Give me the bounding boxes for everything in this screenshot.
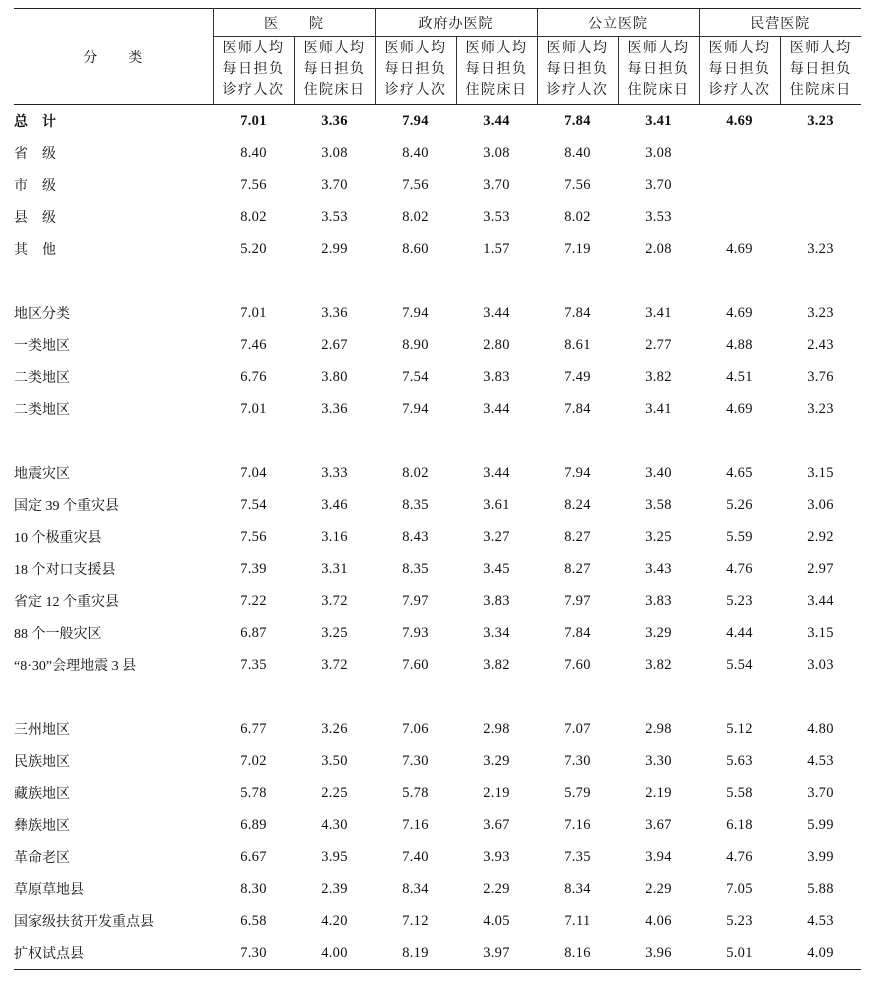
- row-label: 二类地区: [14, 371, 70, 386]
- column-header-line: 住院床日: [465, 83, 528, 98]
- cell-value: 3.80: [321, 368, 348, 385]
- cell-value: 3.50: [321, 752, 348, 769]
- row-label: 省 级: [14, 147, 56, 162]
- cell-value: [780, 137, 861, 169]
- cell-value: 7.40: [402, 848, 429, 865]
- column-header-line: 每日担负: [627, 62, 690, 77]
- cell-value: 2.98: [645, 720, 672, 737]
- cell-value: 2.77: [645, 336, 672, 353]
- cell-value: 7.94: [402, 400, 429, 417]
- cell-value: 7.01: [240, 400, 267, 417]
- cell-value: 7.16: [402, 816, 429, 833]
- cell-value: 2.08: [645, 240, 672, 257]
- cell-value: 7.06: [402, 720, 429, 737]
- column-header-line: 医师人均: [465, 41, 528, 56]
- row-label: “8·30”会理地震 3 县: [14, 659, 137, 674]
- table-header: [14, 9, 861, 105]
- cell-value: 5.23: [726, 912, 753, 929]
- cell-value: 3.53: [483, 208, 510, 225]
- column-header-line: 住院床日: [303, 83, 366, 98]
- row-label: 彝族地区: [14, 819, 70, 834]
- table-row: [14, 553, 861, 585]
- cell-value: 3.99: [807, 848, 834, 865]
- table-row: [14, 329, 861, 361]
- column-header-line: 医师人均: [303, 41, 366, 56]
- cell-value: 8.24: [564, 496, 591, 513]
- cell-value: 3.08: [321, 144, 348, 161]
- cell-value: 7.84: [564, 624, 591, 641]
- cell-value: 7.12: [402, 912, 429, 929]
- column-header-line: 住院床日: [789, 83, 852, 98]
- cell-value: 8.61: [564, 336, 591, 353]
- cell-value: 2.80: [483, 336, 510, 353]
- cell-value: 7.05: [726, 880, 753, 897]
- row-label: 地区分类: [14, 307, 70, 322]
- cell-value: 3.44: [483, 400, 510, 417]
- cell-value: 2.29: [645, 880, 672, 897]
- cell-value: 3.70: [807, 784, 834, 801]
- cell-value: 3.83: [645, 592, 672, 609]
- cell-value: 3.67: [483, 816, 510, 833]
- cell-value: 3.36: [321, 400, 348, 417]
- cell-value: 3.36: [321, 304, 348, 321]
- cell-value: 5.12: [726, 720, 753, 737]
- cell-value: 3.26: [321, 720, 348, 737]
- cell-value: 3.29: [645, 624, 672, 641]
- cell-value: 3.23: [807, 304, 834, 321]
- cell-value: 3.94: [645, 848, 672, 865]
- row-label: 省定 12 个重灾县: [14, 595, 119, 610]
- table-row: [14, 489, 861, 521]
- cell-value: 4.53: [807, 912, 834, 929]
- table-row: [14, 713, 861, 745]
- cell-value: 2.92: [807, 528, 834, 545]
- cell-value: 5.78: [240, 784, 267, 801]
- cell-value: 7.84: [564, 112, 591, 129]
- cell-value: 3.96: [618, 937, 699, 970]
- cell-value: 3.43: [645, 560, 672, 577]
- column-header-line: 医师人均: [222, 41, 285, 56]
- cell-value: 5.01: [699, 937, 780, 970]
- table-row: [14, 393, 861, 425]
- cell-value: 3.41: [645, 304, 672, 321]
- cell-value: 4.05: [483, 912, 510, 929]
- table-row: [14, 841, 861, 873]
- cell-value: 8.27: [564, 528, 591, 545]
- cell-value: 6.76: [240, 368, 267, 385]
- column-header-line: 每日担负: [303, 62, 366, 77]
- row-label: 国定 39 个重灾县: [14, 499, 119, 514]
- cell-value: 6.87: [240, 624, 267, 641]
- cell-value: 8.27: [564, 560, 591, 577]
- cell-value: 3.25: [645, 528, 672, 545]
- cell-value: 7.30: [213, 937, 294, 970]
- cell-value: 3.53: [321, 208, 348, 225]
- category-header: 分 类: [14, 9, 213, 105]
- cell-value: 7.97: [402, 592, 429, 609]
- table-row: [14, 617, 861, 649]
- cell-value: 3.95: [321, 848, 348, 865]
- column-header: [456, 37, 537, 105]
- cell-value: 3.58: [645, 496, 672, 513]
- cell-value: 2.19: [483, 784, 510, 801]
- cell-value: 8.40: [564, 144, 591, 161]
- statistics-table: [14, 8, 861, 970]
- cell-value: 2.97: [807, 560, 834, 577]
- cell-value: [780, 169, 861, 201]
- cell-value: 4.76: [726, 848, 753, 865]
- table-row: [14, 809, 861, 841]
- spacer-cell: [14, 265, 861, 297]
- cell-value: 8.34: [564, 880, 591, 897]
- cell-value: 8.90: [402, 336, 429, 353]
- table-row: [14, 937, 861, 970]
- cell-value: 3.44: [483, 112, 510, 129]
- cell-value: 5.63: [726, 752, 753, 769]
- cell-value: 3.44: [483, 304, 510, 321]
- column-header-line: 诊疗人次: [222, 83, 285, 98]
- table-row: [14, 137, 861, 169]
- spacer-cell: [14, 681, 861, 713]
- cell-value: 3.15: [807, 464, 834, 481]
- cell-value: 7.56: [240, 528, 267, 545]
- table-body: [14, 105, 861, 970]
- cell-value: 5.78: [402, 784, 429, 801]
- table-row: [14, 873, 861, 905]
- cell-value: 3.45: [483, 560, 510, 577]
- row-label: 藏族地区: [14, 787, 70, 802]
- cell-value: 7.16: [564, 816, 591, 833]
- cell-value: 7.35: [240, 656, 267, 673]
- cell-value: 5.79: [564, 784, 591, 801]
- table-row: [14, 361, 861, 393]
- cell-value: 8.43: [402, 528, 429, 545]
- cell-value: [780, 201, 861, 233]
- row-label: 总 计: [14, 115, 56, 130]
- column-header-line: 医师人均: [789, 41, 852, 56]
- row-label: 88 个一般灾区: [14, 627, 102, 642]
- cell-value: 6.58: [240, 912, 267, 929]
- column-header-line: 每日担负: [465, 62, 528, 77]
- cell-value: 7.01: [240, 112, 267, 129]
- column-header: [213, 37, 294, 105]
- group-header-private-hospital: 民营医院: [699, 9, 861, 37]
- cell-value: 7.04: [240, 464, 267, 481]
- table-row: [14, 777, 861, 809]
- column-header: [699, 37, 780, 105]
- table-row: [14, 745, 861, 777]
- cell-value: 2.25: [321, 784, 348, 801]
- cell-value: 7.56: [564, 176, 591, 193]
- cell-value: 4.88: [726, 336, 753, 353]
- cell-value: 7.35: [564, 848, 591, 865]
- table-row: [14, 169, 861, 201]
- cell-value: 4.30: [321, 816, 348, 833]
- cell-value: 8.40: [402, 144, 429, 161]
- row-label: 地震灾区: [14, 467, 70, 482]
- table-row: [14, 297, 861, 329]
- cell-value: 4.69: [726, 400, 753, 417]
- cell-value: 3.06: [807, 496, 834, 513]
- cell-value: 7.56: [402, 176, 429, 193]
- group-header-public-hospital: 公立医院: [537, 9, 699, 37]
- spacer-cell: [14, 425, 861, 457]
- cell-value: 3.41: [645, 112, 672, 129]
- row-label: 民族地区: [14, 755, 70, 770]
- cell-value: 3.70: [321, 176, 348, 193]
- cell-value: 5.58: [726, 784, 753, 801]
- cell-value: 3.44: [483, 464, 510, 481]
- cell-value: 7.22: [240, 592, 267, 609]
- cell-value: 8.02: [402, 464, 429, 481]
- column-header-line: 每日担负: [789, 62, 852, 77]
- cell-value: 7.30: [564, 752, 591, 769]
- cell-value: 3.72: [321, 656, 348, 673]
- cell-value: 8.19: [375, 937, 456, 970]
- cell-value: 7.56: [240, 176, 267, 193]
- cell-value: 3.25: [321, 624, 348, 641]
- cell-value: 3.36: [321, 112, 348, 129]
- column-header-line: 每日担负: [708, 62, 771, 77]
- column-header: [780, 37, 861, 105]
- cell-value: 3.67: [645, 816, 672, 833]
- table-row: [14, 105, 861, 138]
- cell-value: 3.72: [321, 592, 348, 609]
- column-header-line: 住院床日: [627, 83, 690, 98]
- column-header: [537, 37, 618, 105]
- cell-value: 2.98: [483, 720, 510, 737]
- cell-value: 3.83: [483, 368, 510, 385]
- column-header-line: 医师人均: [546, 41, 609, 56]
- cell-value: 8.40: [240, 144, 267, 161]
- cell-value: 6.18: [726, 816, 753, 833]
- cell-value: [699, 169, 780, 201]
- cell-value: 3.76: [807, 368, 834, 385]
- cell-value: 2.43: [807, 336, 834, 353]
- cell-value: 2.19: [645, 784, 672, 801]
- cell-value: 7.84: [564, 304, 591, 321]
- cell-value: 5.26: [726, 496, 753, 513]
- spacer-row: [14, 681, 861, 713]
- cell-value: 7.94: [564, 464, 591, 481]
- cell-value: 4.65: [726, 464, 753, 481]
- cell-value: 7.97: [564, 592, 591, 609]
- cell-value: 7.94: [402, 112, 429, 129]
- cell-value: 8.34: [402, 880, 429, 897]
- cell-value: 4.00: [294, 937, 375, 970]
- cell-value: 4.51: [726, 368, 753, 385]
- column-header: [618, 37, 699, 105]
- cell-value: 4.06: [645, 912, 672, 929]
- row-label: 县 级: [14, 211, 56, 226]
- row-label: 一类地区: [14, 339, 70, 354]
- cell-value: 7.30: [402, 752, 429, 769]
- cell-value: 1.57: [483, 240, 510, 257]
- cell-value: 3.46: [321, 496, 348, 513]
- cell-value: 2.67: [321, 336, 348, 353]
- row-label: 18 个对口支援县: [14, 563, 116, 578]
- cell-value: 3.30: [645, 752, 672, 769]
- cell-value: 7.93: [402, 624, 429, 641]
- cell-value: 8.35: [402, 496, 429, 513]
- cell-value: 8.16: [537, 937, 618, 970]
- cell-value: 3.34: [483, 624, 510, 641]
- cell-value: 2.99: [321, 240, 348, 257]
- cell-value: 8.02: [240, 208, 267, 225]
- cell-value: 3.93: [483, 848, 510, 865]
- cell-value: 3.31: [321, 560, 348, 577]
- group-header-row: [14, 9, 861, 37]
- cell-value: 6.77: [240, 720, 267, 737]
- cell-value: 8.35: [402, 560, 429, 577]
- cell-value: 3.82: [483, 656, 510, 673]
- column-header-line: 每日担负: [546, 62, 609, 77]
- table-row: [14, 905, 861, 937]
- row-label: 三州地区: [14, 723, 70, 738]
- table-row: [14, 521, 861, 553]
- cell-value: 2.39: [321, 880, 348, 897]
- cell-value: 3.33: [321, 464, 348, 481]
- cell-value: 3.23: [807, 112, 834, 129]
- cell-value: 7.94: [402, 304, 429, 321]
- cell-value: 7.60: [564, 656, 591, 673]
- cell-value: 3.15: [807, 624, 834, 641]
- row-label: 革命老区: [14, 851, 70, 866]
- cell-value: 7.54: [402, 368, 429, 385]
- column-header-line: 诊疗人次: [384, 83, 447, 98]
- cell-value: 7.54: [240, 496, 267, 513]
- cell-value: 8.02: [402, 208, 429, 225]
- cell-value: 4.69: [726, 240, 753, 257]
- cell-value: 6.89: [240, 816, 267, 833]
- cell-value: 4.44: [726, 624, 753, 641]
- table-row: [14, 233, 861, 265]
- cell-value: 3.70: [645, 176, 672, 193]
- cell-value: 2.29: [483, 880, 510, 897]
- row-label: 10 个极重灾县: [14, 531, 102, 546]
- cell-value: 7.46: [240, 336, 267, 353]
- cell-value: 3.83: [483, 592, 510, 609]
- cell-value: [699, 137, 780, 169]
- cell-value: 3.41: [645, 400, 672, 417]
- cell-value: 3.08: [645, 144, 672, 161]
- table-row: [14, 649, 861, 681]
- table-row: [14, 201, 861, 233]
- column-header-line: 医师人均: [627, 41, 690, 56]
- cell-value: 7.19: [564, 240, 591, 257]
- cell-value: 3.29: [483, 752, 510, 769]
- cell-value: 4.20: [321, 912, 348, 929]
- cell-value: 7.39: [240, 560, 267, 577]
- cell-value: 5.20: [240, 240, 267, 257]
- cell-value: 4.53: [807, 752, 834, 769]
- cell-value: 5.59: [726, 528, 753, 545]
- cell-value: 4.69: [726, 304, 753, 321]
- cell-value: 3.82: [645, 656, 672, 673]
- cell-value: 6.67: [240, 848, 267, 865]
- column-header-line: 诊疗人次: [708, 83, 771, 98]
- spacer-row: [14, 425, 861, 457]
- cell-value: 7.84: [564, 400, 591, 417]
- group-header-government-hospital: 政府办医院: [375, 9, 537, 37]
- cell-value: [699, 201, 780, 233]
- cell-value: 3.23: [807, 400, 834, 417]
- cell-value: 3.70: [483, 176, 510, 193]
- column-header-line: 每日担负: [384, 62, 447, 77]
- column-header: [294, 37, 375, 105]
- column-header-line: 医师人均: [384, 41, 447, 56]
- cell-value: 7.11: [564, 912, 591, 929]
- spacer-row: [14, 265, 861, 297]
- cell-value: 4.09: [780, 937, 861, 970]
- cell-value: 3.40: [645, 464, 672, 481]
- table-row: [14, 457, 861, 489]
- row-label: 二类地区: [14, 403, 70, 418]
- row-label: 扩权试点县: [14, 937, 213, 970]
- cell-value: 7.02: [240, 752, 267, 769]
- cell-value: 5.54: [726, 656, 753, 673]
- cell-value: 3.27: [483, 528, 510, 545]
- row-label: 其 他: [14, 243, 56, 258]
- cell-value: 4.76: [726, 560, 753, 577]
- group-header-hospital: 医 院: [213, 9, 375, 37]
- cell-value: 8.02: [564, 208, 591, 225]
- table-row: [14, 585, 861, 617]
- cell-value: 8.30: [240, 880, 267, 897]
- cell-value: 5.23: [726, 592, 753, 609]
- cell-value: 3.61: [483, 496, 510, 513]
- cell-value: 4.80: [807, 720, 834, 737]
- cell-value: 7.07: [564, 720, 591, 737]
- cell-value: 8.60: [402, 240, 429, 257]
- column-header: [375, 37, 456, 105]
- row-label: 国家级扶贫开发重点县: [14, 915, 154, 930]
- cell-value: 3.23: [807, 240, 834, 257]
- cell-value: 7.60: [402, 656, 429, 673]
- row-label: 市 级: [14, 179, 56, 194]
- cell-value: 5.88: [807, 880, 834, 897]
- cell-value: 5.99: [807, 816, 834, 833]
- column-header-line: 每日担负: [222, 62, 285, 77]
- cell-value: 3.03: [807, 656, 834, 673]
- cell-value: 3.16: [321, 528, 348, 545]
- cell-value: 3.97: [456, 937, 537, 970]
- cell-value: 4.69: [726, 112, 753, 129]
- column-header-line: 医师人均: [708, 41, 771, 56]
- cell-value: 7.01: [240, 304, 267, 321]
- cell-value: 7.49: [564, 368, 591, 385]
- cell-value: 3.53: [645, 208, 672, 225]
- row-label: 草原草地县: [14, 883, 84, 898]
- cell-value: 3.44: [807, 592, 834, 609]
- cell-value: 3.82: [645, 368, 672, 385]
- cell-value: 3.08: [483, 144, 510, 161]
- column-header-line: 诊疗人次: [546, 83, 609, 98]
